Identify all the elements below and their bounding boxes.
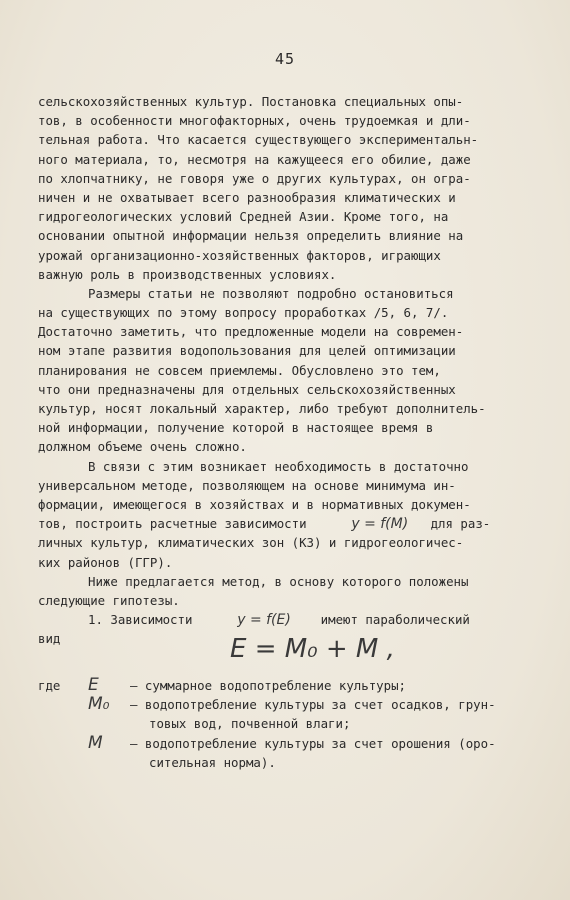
body-text	[38, 92, 538, 648]
definitions-list	[38, 676, 558, 772]
text-line: основании опытной информации нельзя определить влияние на	[38, 228, 464, 244]
text-line	[38, 514, 538, 533]
text-fragment: для раз-	[430, 516, 491, 532]
text-line: ного материала, то, несмотря на кажущееся его обилие, даже	[38, 151, 471, 167]
text-fragment: имеют параболический	[320, 612, 470, 628]
text-line: личных культур, климатических зон (КЗ) и гидрогеологичес-	[38, 535, 464, 551]
definitions-label: где	[38, 678, 61, 693]
definition-row	[38, 676, 558, 695]
text-line: Размеры статьи не позволяют подробно остановиться	[88, 285, 454, 301]
text-fragment: 1. Зависимости	[88, 612, 193, 628]
text-line: на существующих по этому вопросу проработках /5, 6, 7/.	[38, 305, 449, 321]
text-line: важную роль в производственных условиях.	[38, 266, 337, 282]
page-number: 45	[274, 50, 296, 68]
text-line	[38, 610, 538, 629]
main-formula: E = M₀ + M ,	[230, 634, 395, 664]
definition-row	[38, 695, 558, 714]
handwritten-formula: y = f(M)	[351, 516, 409, 533]
definition-continuation: сительная норма).	[149, 754, 276, 770]
text-line: что они предназначены для отдельных сельскохозяйственных	[38, 381, 456, 397]
definition-symbol: M	[88, 732, 103, 753]
definition-text: – водопотребление культуры за счет орошения (оро-	[130, 735, 496, 751]
definition-continuation: товых вод, почвенной влаги;	[149, 716, 351, 732]
text-line: следующие гипотезы.	[38, 592, 180, 608]
text-line: ной информации, получение которой в настоящее время в	[38, 420, 434, 436]
text-line: сельскохозяйственных культур. Постановка специальных опы-	[38, 94, 464, 109]
text-line: формации, имеющегося в хозяйствах и в нормативных докумен-	[38, 496, 471, 512]
text-line: гидрогеологических условий Средней Азии. Кроме того, на	[38, 209, 449, 225]
text-line: В связи с этим возникает необходимость в достаточно	[88, 458, 469, 474]
text-line: Достаточно заметить, что предложенные модели на современ-	[38, 324, 464, 340]
text-line: ких районов (ГГР).	[38, 554, 173, 570]
definition-row	[38, 734, 558, 753]
definition-symbol: M₀	[88, 694, 110, 715]
text-line: урожай организационно-хозяйственных факторов, играющих	[38, 247, 441, 263]
text-line: универсальном методе, позволяющем на основе минимума ин-	[38, 477, 456, 493]
text-line: вид	[38, 631, 61, 647]
text-line: ничен и не охватывает всего разнообразия климатических и	[38, 189, 456, 205]
text-fragment: тов, построить расчетные зависимости	[38, 516, 307, 532]
definition-text: – водопотребление культуры за счет осадков, грун-	[130, 697, 496, 713]
handwritten-formula: y = f(E)	[237, 612, 291, 629]
definition-text: – суммарное водопотребление культуры;	[130, 678, 407, 693]
text-line: культур, носят локальный характер, либо требуют дополнитель-	[38, 401, 486, 416]
text-line: должном объеме очень сложно.	[38, 439, 247, 455]
definition-symbol: E	[88, 675, 99, 695]
text-line: тов, в особенности многофакторных, очень трудоемкая и дли-	[38, 113, 471, 129]
text-line: ном этапе развития водопользования для целей оптимизации	[38, 343, 456, 359]
text-line: по хлопчатнику, не говоря уже о других культурах, он огра-	[38, 170, 471, 186]
text-line: Ниже предлагается метод, в основу которого положены	[88, 573, 469, 589]
text-line: планирования не совсем приемлемы. Обусловлено это тем,	[38, 362, 441, 378]
text-line: тельная работа. Что касается существующего экспериментальн-	[38, 132, 479, 148]
